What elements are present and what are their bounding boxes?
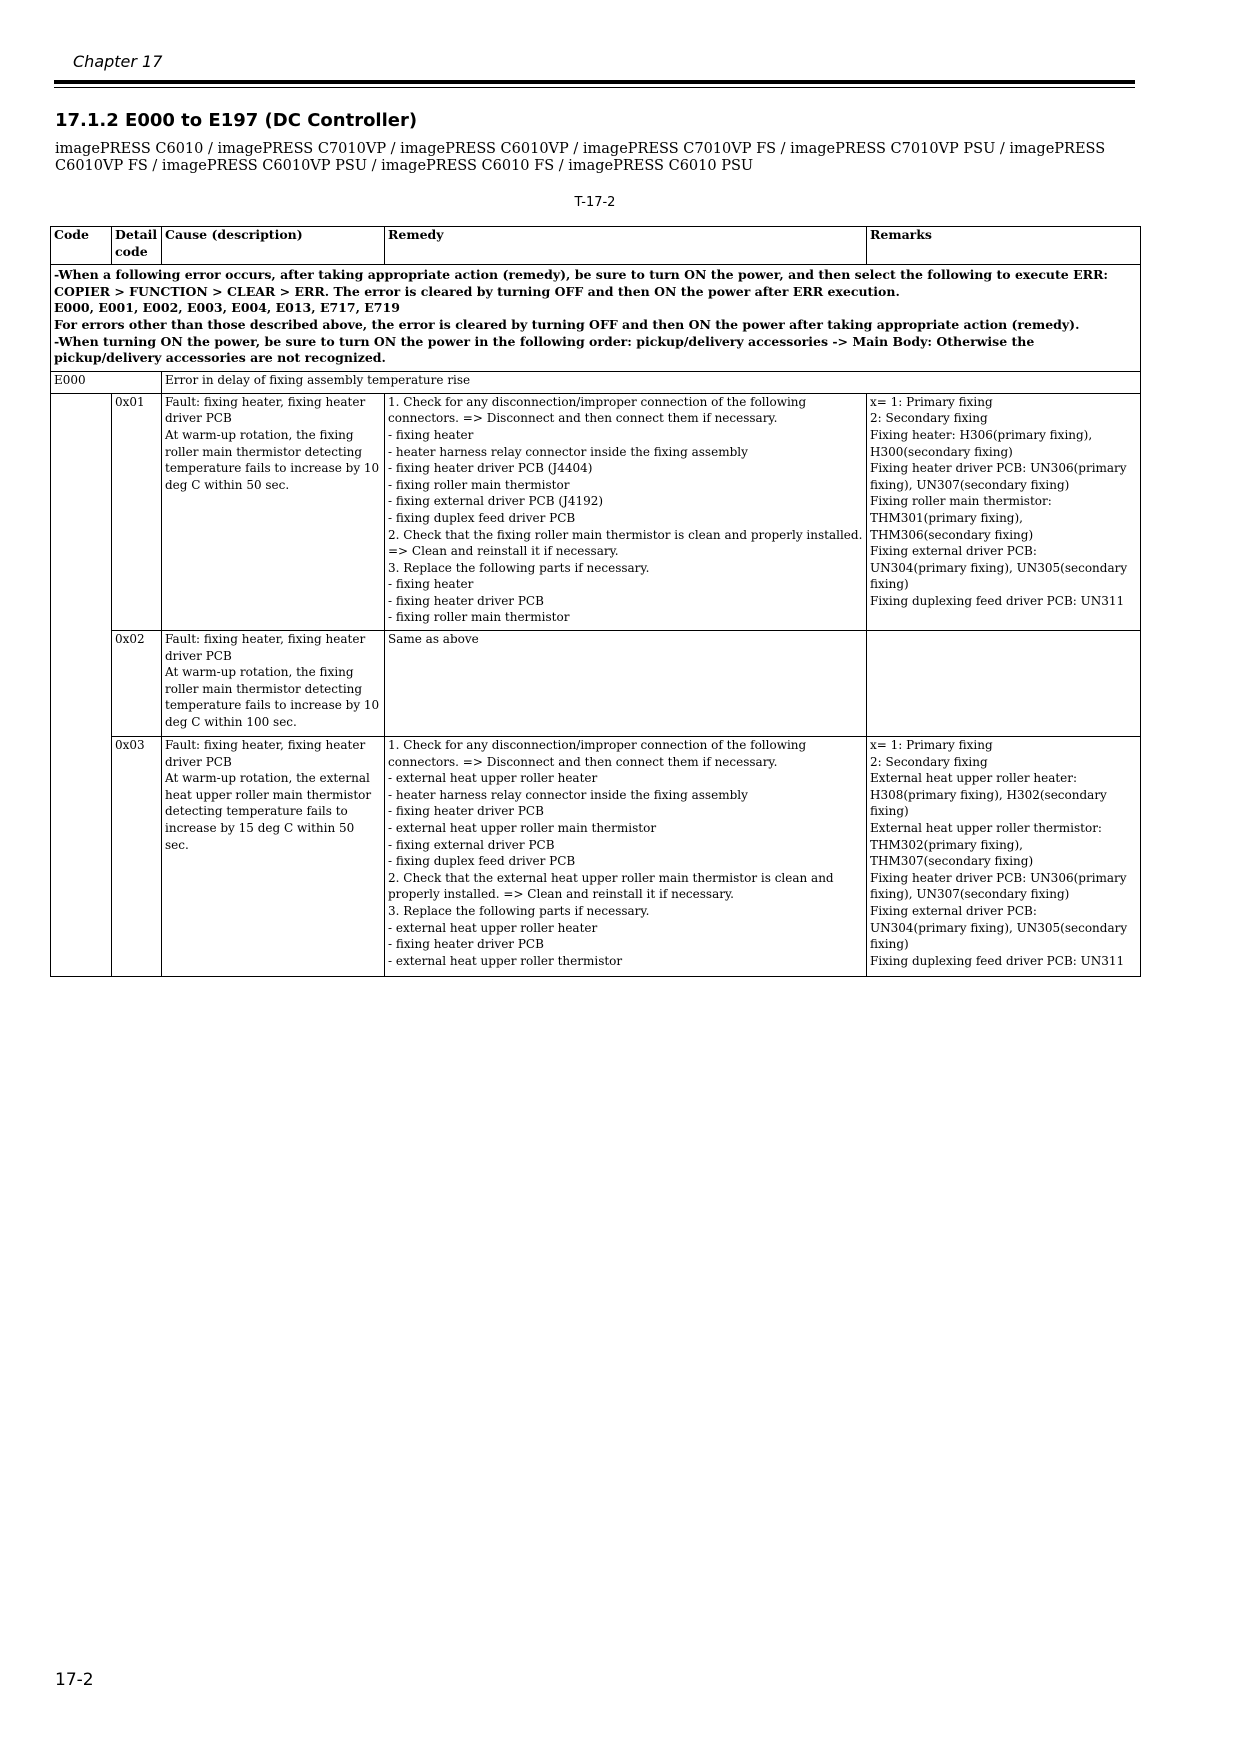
code-spacer	[51, 737, 112, 977]
chapter-header: Chapter 17	[73, 52, 163, 71]
section-title: 17.1.2 E000 to E197 (DC Controller)	[55, 110, 418, 131]
error-clear-notice: -When a following error occurs, after taking appropriate action (remedy), be sure to turn ON the power, and then select the following to execute ERR: COPIER > FUNCTION > CLEAR > ERR. The error is cleared by turning OFF and then ON the power after ERR execution. E000, E001, E002, E003, E004, E013, E717, E719 For errors other than those described above, the error is cleared by turning OFF and then ON the power after taking appropriate action (remedy). -When turning ON the power, be sure to turn ON the power in the following order: pickup/delivery accessories -> Main Body: Otherwise the pickup/delivery accessories are not recognized.	[51, 265, 1141, 372]
table-caption: T-17-2	[574, 195, 616, 210]
detail-code: 0x02	[112, 631, 162, 737]
detail-code: 0x03	[112, 737, 162, 977]
remedy-cell: 1. Check for any disconnection/improper connection of the following connectors. => Disconnect and then connect them if necessary. - fixing heater - heater harness relay connector inside the fixing assembly - fixing heater driver PCB (J4404) - fixing roller main thermistor - fixing external driver PCB (J4192) - fixing duplex feed driver PCB 2. Check that the fixing roller main thermistor is clean and properly installed. => Clean and reinstall it if necessary. 3. Replace the following parts if necessary. - fixing heater - fixing heater driver PCB - fixing roller main thermistor	[385, 393, 867, 630]
remarks-cell	[867, 631, 1141, 737]
header-remedy: Remedy	[385, 227, 867, 265]
remedy-cell: 1. Check for any disconnection/improper connection of the following connectors. => Disconnect and then connect them if necessary. - external heat upper roller heater - heater harness relay connector inside the fixing assembly - fixing heater driver PCB - external heat upper roller main thermistor - fixing external driver PCB - fixing duplex feed driver PCB 2. Check that the external heat upper roller main thermistor is clean and properly installed. => Clean and reinstall it if necessary. 3. Replace the following parts if necessary. - external heat upper roller heater - fixing heater driver PCB - external heat upper roller thermistor	[385, 737, 867, 977]
header-rule-thin	[54, 87, 1135, 88]
applicable-models: imagePRESS C6010 / imagePRESS C7010VP / imagePRESS C6010VP / imagePRESS C7010VP FS / imagePRESS C7010VP PSU / imagePRESS C6010VP FS / imagePRESS C6010VP PSU / imagePRESS C6010 FS / imagePRESS C6010 PSU	[55, 141, 1106, 174]
header-cause: Cause (description)	[162, 227, 385, 265]
table-header-row	[51, 227, 1141, 265]
remedy-cell: Same as above	[385, 631, 867, 737]
cause-cell: Fault: fixing heater, fixing heater driver PCB At warm-up rotation, the fixing roller main thermistor detecting temperature fails to increase by 10 deg C within 100 sec.	[162, 631, 385, 737]
header-detail-code: Detail code	[112, 227, 162, 265]
code-spacer	[51, 393, 112, 630]
detail-code: 0x01	[112, 393, 162, 630]
cause-cell: Fault: fixing heater, fixing heater driver PCB At warm-up rotation, the fixing roller main thermistor detecting temperature fails to increase by 10 deg C within 50 sec.	[162, 393, 385, 630]
page-number: 17-2	[55, 1670, 94, 1690]
code-row-e000	[51, 371, 1141, 393]
remarks-cell: x= 1: Primary fixing 2: Secondary fixing Fixing heater: H306(primary fixing), H300(secondary fixing) Fixing heater driver PCB: UN306(primary fixing), UN307(secondary fixing) Fixing roller main thermistor: THM301(primary fixing), THM306(secondary fixing) Fixing external driver PCB: UN304(primary fixing), UN305(secondary fixing) Fixing duplexing feed driver PCB: UN311	[867, 393, 1141, 630]
cause-cell: Fault: fixing heater, fixing heater driver PCB At warm-up rotation, the external heat upper roller main thermistor detecting temperature fails to increase by 15 deg C within 50 sec.	[162, 737, 385, 977]
table-row	[51, 737, 1141, 977]
table-row	[51, 631, 1141, 737]
header-remarks: Remarks	[867, 227, 1141, 265]
header-code: Code	[51, 227, 112, 265]
error-code: E000	[51, 371, 162, 393]
error-code-table	[50, 226, 1141, 977]
remarks-cell: x= 1: Primary fixing 2: Secondary fixing External heat upper roller heater: H308(primary fixing), H302(secondary fixing) External heat upper roller thermistor: THM302(primary fixing), THM307(secondary fixing) Fixing heater driver PCB: UN306(primary fixing), UN307(secondary fixing) Fixing external driver PCB: UN304(primary fixing), UN305(secondary fixing) Fixing duplexing feed driver PCB: UN311	[867, 737, 1141, 977]
header-rule-thick	[54, 80, 1135, 84]
code-spacer	[51, 631, 112, 737]
table-row	[51, 393, 1141, 630]
error-code-description: Error in delay of fixing assembly temperature rise	[162, 371, 1141, 393]
notice-row	[51, 265, 1141, 372]
